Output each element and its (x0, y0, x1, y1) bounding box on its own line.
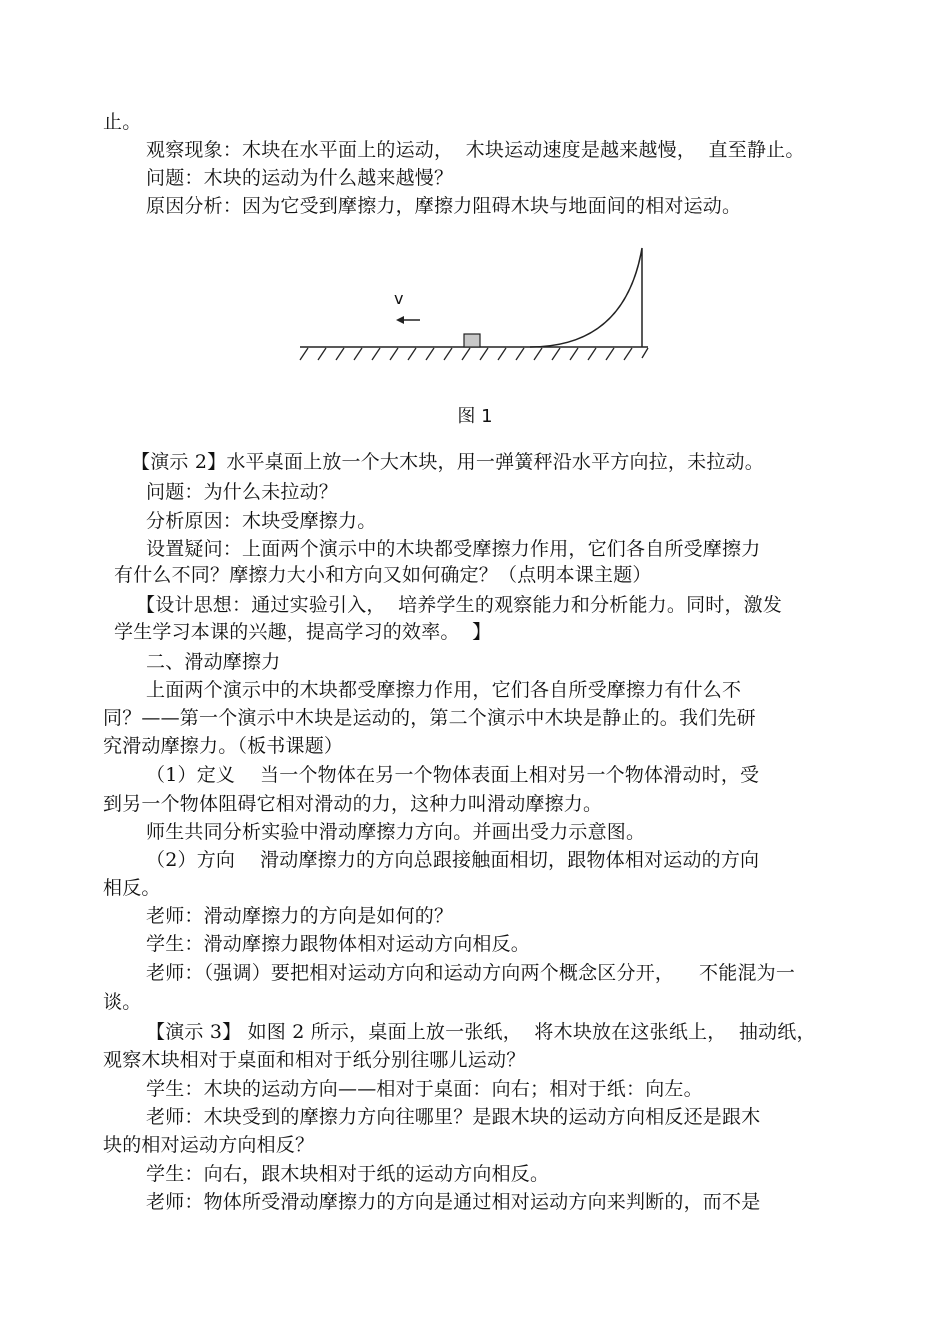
text-line: 问题：木块的运动为什么越来越慢？ (146, 167, 454, 189)
text-line: 老师：物体所受滑动摩擦力的方向是通过相对运动方向来判断的，而不是 (146, 1191, 761, 1213)
text-line: 学生学习本课的兴趣，提高学习的效率。 】 (114, 621, 492, 643)
text-line: 原因分析：因为它受到摩擦力，摩擦力阻碍木块与地面间的相对运动。 (146, 195, 742, 217)
text-line: （2）方向 滑动摩擦力的方向总跟接触面相切，跟物体相对运动的方向 (146, 849, 760, 871)
text-line: 谈。 (103, 991, 142, 1013)
text-line: 问题：为什么未拉动？ (146, 481, 339, 503)
text-line: 【设计思想：通过实验引入， 培养学生的观察能力和分析能力。同时，激发 (136, 594, 783, 616)
text-line: 【演示 2】水平桌面上放一个大木块，用一弹簧秤沿水平方向拉，未拉动。 (131, 451, 764, 473)
text-line: 块的相对运动方向相反？ (103, 1134, 315, 1156)
text-line: 同？——第一个演示中木块是运动的，第二个演示中木块是静止的。我们先研 (103, 707, 756, 729)
text-line: （1）定义 当一个物体在另一个物体表面上相对另一个物体滑动时，受 (146, 764, 760, 786)
text-line: 观察木块相对于桌面和相对于纸分别往哪儿运动？ (103, 1049, 526, 1071)
text-line: 上面两个演示中的木块都受摩擦力作用，它们各自所受摩擦力有什么不 (146, 679, 742, 701)
text-line: 学生：向右，跟木块相对于纸的运动方向相反。 (146, 1163, 550, 1185)
velocity-arrow-head (396, 316, 404, 324)
figure-caption: 图 1 (457, 406, 493, 427)
wood-block (464, 334, 480, 347)
text-line: 相反。 (103, 877, 161, 899)
text-line: 观察现象：木块在水平面上的运动， 木块运动速度是越来越慢， 直至静止。 (146, 139, 805, 161)
curved-ramp (530, 248, 642, 347)
text-line: 老师：滑动摩擦力的方向是如何的？ (146, 905, 454, 927)
section-heading: 二、滑动摩擦力 (146, 651, 281, 673)
text-line: 究滑动摩擦力。（板书课题） (103, 735, 344, 757)
text-line: 师生共同分析实验中滑动摩擦力方向。并画出受力示意图。 (146, 821, 646, 843)
text-line: 设置疑问：上面两个演示中的木块都受摩擦力作用，它们各自所受摩擦力 (146, 538, 761, 560)
text-line: 老师：（强调）要把相对运动方向和运动方向两个概念区分开， 不能混为一 (146, 962, 796, 984)
text-line: 止。 (103, 111, 142, 133)
text-line: 老师：木块受到的摩擦力方向往哪里？是跟木块的运动方向相反还是跟木 (146, 1106, 761, 1128)
text-line: 学生：滑动摩擦力跟物体相对运动方向相反。 (146, 933, 531, 955)
text-line: 学生：木块的运动方向——相对于桌面：向右；相对于纸：向左。 (146, 1078, 703, 1100)
physics-figure-1 (290, 238, 660, 368)
velocity-label: v (394, 289, 404, 308)
text-line: 【演示 3】 如图 2 所示，桌面上放一张纸， 将木块放在这张纸上， 抽动纸， (146, 1021, 816, 1043)
text-line: 分析原因：木块受摩擦力。 (146, 510, 377, 532)
text-line: 有什么不同？摩擦力大小和方向又如何确定？（点明本课主题） (114, 564, 652, 586)
ground-hatching (300, 348, 648, 360)
text-line: 到另一个物体阻碍它相对滑动的力，这种力叫滑动摩擦力。 (103, 793, 603, 815)
